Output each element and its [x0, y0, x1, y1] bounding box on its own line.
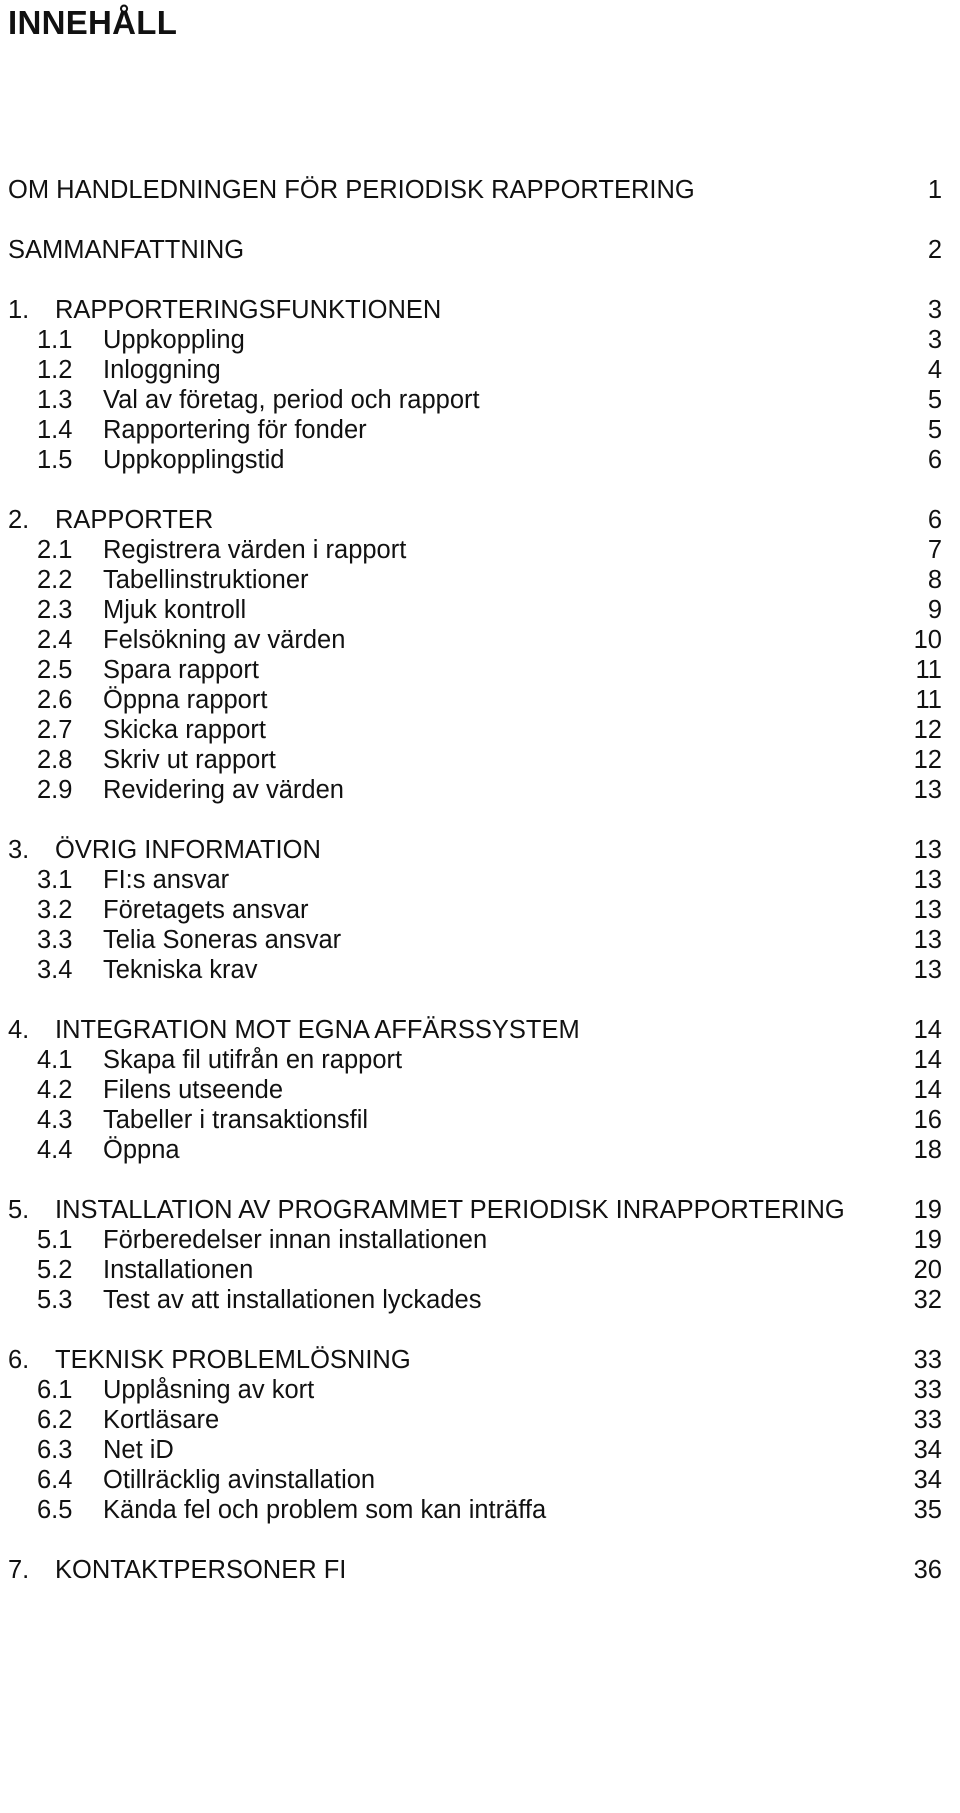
- toc-entry[interactable]: [8, 228, 952, 268]
- toc-entry-label: Test av att installationen lyckades: [103, 1286, 482, 1314]
- toc-entry-label: Kortläsare: [103, 1406, 220, 1434]
- toc-entry-number: 1.5: [37, 446, 73, 474]
- toc-entry-label: ÖVRIG INFORMATION: [55, 836, 321, 864]
- toc-entry-page-number: 14: [913, 1016, 942, 1044]
- toc-entry-page-number: 11: [915, 686, 942, 714]
- toc-entry-label: Företagets ansvar: [103, 896, 309, 924]
- toc-entry-number: 3.1: [37, 866, 73, 894]
- toc-entry-label: Förberedelser innan installationen: [103, 1226, 488, 1254]
- toc-entry-page-number: 4: [927, 356, 942, 384]
- toc-entry-page-number: 6: [927, 446, 942, 474]
- toc-entry-page-number: 36: [913, 1556, 942, 1584]
- toc-entry-label: Net iD: [103, 1436, 174, 1464]
- toc-entry-number: 2.5: [37, 656, 73, 684]
- toc-entry-number: 6.1: [37, 1376, 73, 1404]
- toc-entry-number: 4.1: [37, 1046, 73, 1074]
- toc-entry-label: Otillräcklig avinstallation: [103, 1466, 376, 1494]
- toc-entry-label: Upplåsning av kort: [103, 1376, 315, 1404]
- toc-entry-page-number: 13: [913, 896, 942, 924]
- toc-entry-number: 3.3: [37, 926, 73, 954]
- toc-entry-page-number: 10: [913, 626, 942, 654]
- toc-entry-number: 6.5: [37, 1496, 73, 1524]
- toc-entry-page-number: 19: [913, 1226, 942, 1254]
- toc-entry-page-number: 13: [913, 776, 942, 804]
- toc-entry-page-number: 1: [927, 176, 942, 204]
- toc-entry-page-number: 19: [913, 1196, 942, 1224]
- toc-entry-page-number: 33: [913, 1346, 942, 1374]
- toc-entry-number: 2.: [8, 506, 30, 534]
- toc-entry-label: Telia Soneras ansvar: [103, 926, 342, 954]
- toc-entry[interactable]: [8, 1488, 952, 1528]
- toc-entry-page-number: 12: [913, 746, 942, 774]
- toc-entry-label: INSTALLATION AV PROGRAMMET PERIODISK INRAPPORTERING: [55, 1196, 845, 1224]
- toc-entry-label: Filens utseende: [103, 1076, 284, 1104]
- toc-entry-number: 2.8: [37, 746, 73, 774]
- toc-entry[interactable]: [8, 168, 952, 208]
- toc-entry[interactable]: [8, 1278, 952, 1318]
- toc-entry-number: 6.2: [37, 1406, 73, 1434]
- toc-entry-number: 1.3: [37, 386, 73, 414]
- toc-entry-label: Registrera värden i rapport: [103, 536, 407, 564]
- toc-entry-label: Inloggning: [103, 356, 221, 384]
- toc-entry-number: 3.: [8, 836, 30, 864]
- toc-entry-page-number: 3: [927, 296, 942, 324]
- toc-entry-page-number: 12: [913, 716, 942, 744]
- toc-entry-number: 2.7: [37, 716, 73, 744]
- toc-entry[interactable]: [8, 438, 952, 478]
- toc-entry-label: INTEGRATION MOT EGNA AFFÄRSSYSTEM: [55, 1016, 580, 1044]
- toc-entry-label: TEKNISK PROBLEMLÖSNING: [55, 1346, 411, 1374]
- toc-entry-number: 5.: [8, 1196, 30, 1224]
- toc-entry-page-number: 3: [927, 326, 942, 354]
- toc-entry-label: KONTAKTPERSONER FI: [55, 1556, 347, 1584]
- toc-entry-page-number: 16: [913, 1106, 942, 1134]
- toc-entry-number: 1.2: [37, 356, 73, 384]
- toc-entry-number: 5.2: [37, 1256, 73, 1284]
- toc-entry-page-number: 18: [913, 1136, 942, 1164]
- toc-entry[interactable]: [8, 1128, 952, 1168]
- toc-entry-page-number: 9: [927, 596, 942, 624]
- toc-entry-page-number: 13: [913, 836, 942, 864]
- toc-entry-label: Installationen: [103, 1256, 254, 1284]
- toc-entry-label: OM HANDLEDNINGEN FÖR PERIODISK RAPPORTERING: [8, 176, 695, 204]
- toc-entry-number: 1.4: [37, 416, 73, 444]
- toc-entry-page-number: 13: [913, 866, 942, 894]
- toc-entry-number: 7.: [8, 1556, 30, 1584]
- toc-entry-number: 3.2: [37, 896, 73, 924]
- toc-entry-number: 2.6: [37, 686, 73, 714]
- toc-entry-number: 2.3: [37, 596, 73, 624]
- toc-entry-page-number: 8: [927, 566, 942, 594]
- toc-entry-page-number: 20: [913, 1256, 942, 1284]
- toc-entry-label: Spara rapport: [103, 656, 259, 684]
- toc-entry-number: 4.: [8, 1016, 30, 1044]
- toc-entry-number: 3.4: [37, 956, 73, 984]
- toc-entry-page-number: 34: [913, 1466, 942, 1494]
- toc-entry-label: Tabeller i transaktionsfil: [103, 1106, 369, 1134]
- toc-entry-label: Tabellinstruktioner: [103, 566, 309, 594]
- toc-entry-page-number: 2: [927, 236, 942, 264]
- toc-entry-number: 4.4: [37, 1136, 73, 1164]
- toc-entry-number: 6.: [8, 1346, 30, 1374]
- toc-entry-label: Tekniska krav: [103, 956, 258, 984]
- toc-entry[interactable]: [8, 948, 952, 988]
- toc-entry-page-number: 5: [927, 386, 942, 414]
- toc-entry-page-number: 7: [927, 536, 942, 564]
- page-title: INNEHÅLL: [8, 4, 178, 41]
- toc-entry-label: Öppna rapport: [103, 686, 268, 714]
- toc-entry-page-number: 6: [927, 506, 942, 534]
- toc-entry-label: Skapa fil utifrån en rapport: [103, 1046, 403, 1074]
- toc-entry-label: Val av företag, period och rapport: [103, 386, 480, 414]
- toc-entry-number: 4.3: [37, 1106, 73, 1134]
- toc-entry-number: 2.1: [37, 536, 73, 564]
- toc-entry-label: Uppkopplingstid: [103, 446, 285, 474]
- toc-entry-number: 4.2: [37, 1076, 73, 1104]
- toc-entry-label: Rapportering för fonder: [103, 416, 367, 444]
- toc-entry-label: Revidering av värden: [103, 776, 344, 804]
- toc-entry-number: 1.: [8, 296, 30, 324]
- toc-entry[interactable]: [8, 1548, 952, 1588]
- toc-entry-label: Öppna: [103, 1136, 180, 1164]
- toc-entry-number: 2.2: [37, 566, 73, 594]
- toc-entry-label: FI:s ansvar: [103, 866, 230, 894]
- toc-entry-label: Kända fel och problem som kan inträffa: [103, 1496, 547, 1524]
- toc-entry-page-number: 34: [913, 1436, 942, 1464]
- toc-entry-page-number: 14: [913, 1076, 942, 1104]
- toc-entry-label: SAMMANFATTNING: [8, 236, 245, 264]
- toc-entry-label: Skicka rapport: [103, 716, 266, 744]
- toc-entry-number: 6.4: [37, 1466, 73, 1494]
- toc-entry-label: RAPPORTER: [55, 506, 214, 534]
- toc-entry-number: 1.1: [37, 326, 73, 354]
- toc-entry-label: Uppkoppling: [103, 326, 245, 354]
- toc-entry-number: 5.3: [37, 1286, 73, 1314]
- toc-entry-page-number: 33: [913, 1376, 942, 1404]
- toc-entry-number: 2.9: [37, 776, 73, 804]
- toc-entry-label: RAPPORTERINGSFUNKTIONEN: [55, 296, 442, 324]
- toc-entry-label: Skriv ut rapport: [103, 746, 276, 774]
- toc-entry-label: Felsökning av värden: [103, 626, 346, 654]
- toc-entry-page-number: 13: [913, 956, 942, 984]
- toc-entry-page-number: 33: [913, 1406, 942, 1434]
- toc-entry-number: 6.3: [37, 1436, 73, 1464]
- toc-entry-page-number: 14: [913, 1046, 942, 1074]
- toc-entry[interactable]: [8, 768, 952, 808]
- toc-entry-page-number: 13: [913, 926, 942, 954]
- toc-entry-number: 5.1: [37, 1226, 73, 1254]
- toc-entry-page-number: 35: [913, 1496, 942, 1524]
- toc-entry-page-number: 11: [915, 656, 942, 684]
- toc-entry-page-number: 32: [913, 1286, 942, 1314]
- toc-entry-label: Mjuk kontroll: [103, 596, 247, 624]
- toc-entry-number: 2.4: [37, 626, 73, 654]
- toc-entry-page-number: 5: [927, 416, 942, 444]
